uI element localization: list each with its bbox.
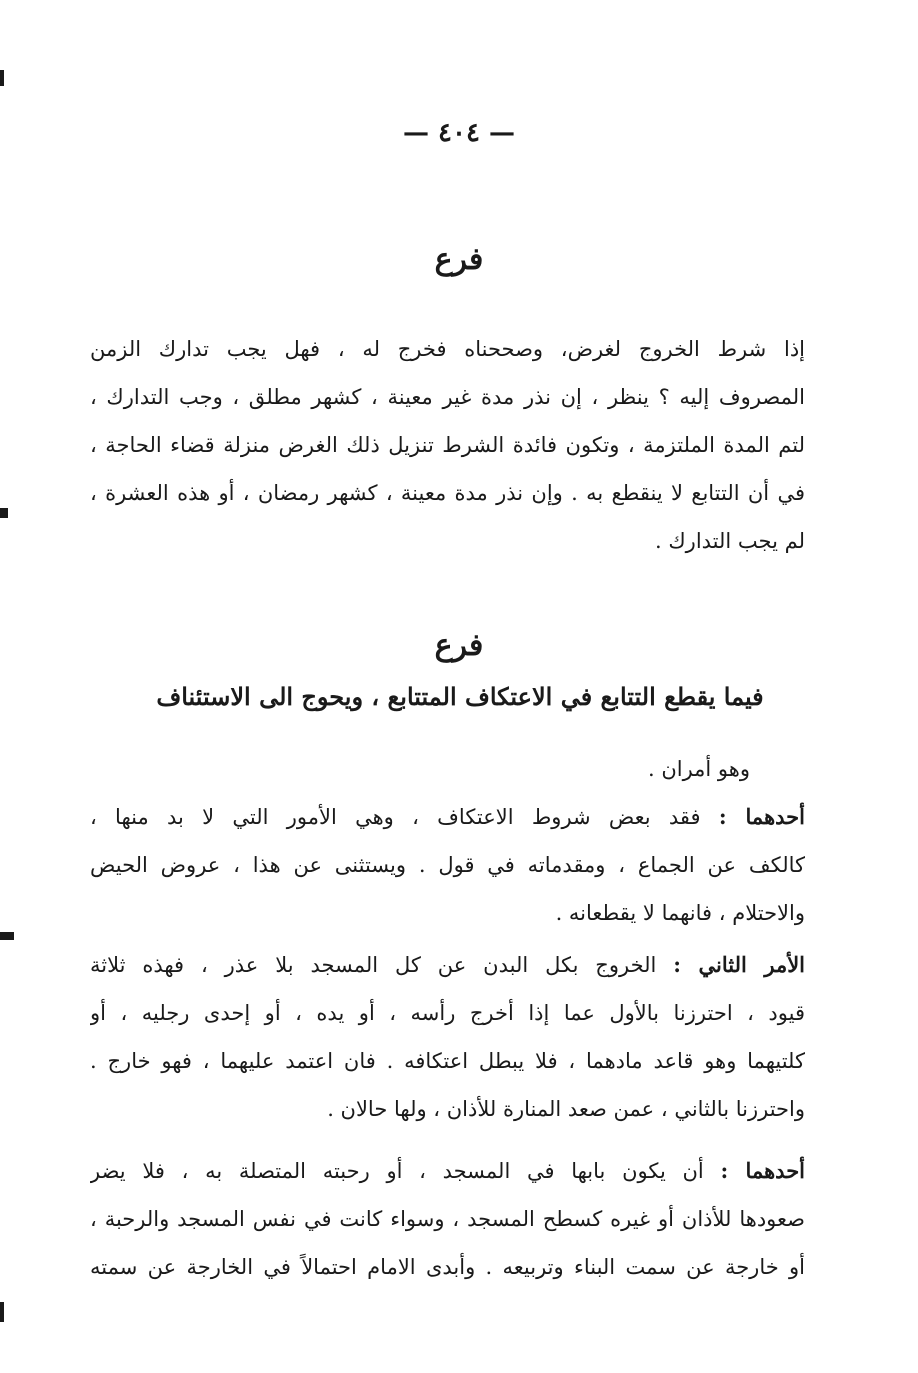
text-line: والاحتلام ، فانهما لا يقطعانه .: [555, 901, 805, 925]
margin-mark: [0, 1302, 4, 1322]
paragraph-lead: أحدهما :: [720, 1158, 805, 1183]
margin-mark: [0, 508, 8, 518]
section1-body: [90, 325, 805, 565]
line-text: فقد بعض شروط الاعتكاف ، وهي الأمور التي لا بد منها ،: [90, 805, 701, 829]
text-line: [90, 941, 805, 989]
section-heading: فرع: [434, 628, 484, 663]
text-line: صعودها للأذان أو غيره كسطح المسجد ، وسواء كانت في نفس المسجد والرحبة ،: [90, 1207, 805, 1231]
text-line: إذا شرط الخروج لغرض، وصححناه فخرج له ، فهل يجب تدارك الزمن: [90, 337, 805, 361]
text-line: واحترزنا بالثاني ، عمن صعد المنارة للأذان ، ولها حالان .: [327, 1097, 805, 1121]
line-text: أن يكون بابها في المسجد ، أو رحبته المتصلة به ، فلا يضر: [90, 1159, 704, 1183]
section2-body: [90, 745, 805, 1291]
text-line: المصروف إليه ؟ ينظر ، إن نذر مدة غير معينة ، كشهر مطلق ، وجب التدارك ،: [90, 385, 805, 409]
line-text: الخروج بكل البدن عن كل المسجد بلا عذر ، فهذه ثلاثة: [90, 953, 657, 977]
section-subheading: فيما يقطع التتابع في الاعتكاف المتتابع ، ويحوج الى الاستئناف: [156, 682, 764, 711]
margin-mark: [0, 70, 4, 86]
text-line: [90, 1147, 805, 1195]
text-line: كالكف عن الجماع ، ومقدماته في قول . ويستثنى عن هذا ، عروض الحيض: [90, 853, 805, 877]
paragraph-lead: أحدهما :: [718, 804, 805, 829]
margin-mark: [0, 932, 14, 940]
section-heading: فرع: [434, 242, 484, 277]
paragraph-lead: الأمر الثاني :: [673, 952, 805, 977]
text-line: أو خارجة عن سمت البناء وتربيعه . وأبدى الامام احتمالاً في الخارجة عن سمته: [90, 1255, 805, 1279]
intro-line: وهو أمران .: [647, 757, 750, 781]
text-line: كلتيهما وهو قاعد مادهما ، فلا يبطل اعتكافه . فان اعتمد عليهما ، فهو خارج .: [90, 1049, 805, 1073]
text-line: [90, 793, 805, 841]
text-line: لتم المدة الملتزمة ، وتكون فائدة الشرط تنزيل ذلك الغرض منزلة قضاء الحاجة ،: [90, 433, 805, 457]
page-number: — ٤٠٤ —: [402, 118, 516, 148]
text-line: لم يجب التدارك .: [655, 529, 805, 553]
text-line: قيود ، احترزنا بالأول عما إذا أخرج رأسه ، أو يده ، أو إحدى رجليه ، أو: [90, 1001, 805, 1025]
text-line: في أن التتابع لا ينقطع به . وإن نذر مدة معينة ، كشهر رمضان ، أو هذه العشرة ،: [90, 481, 805, 505]
